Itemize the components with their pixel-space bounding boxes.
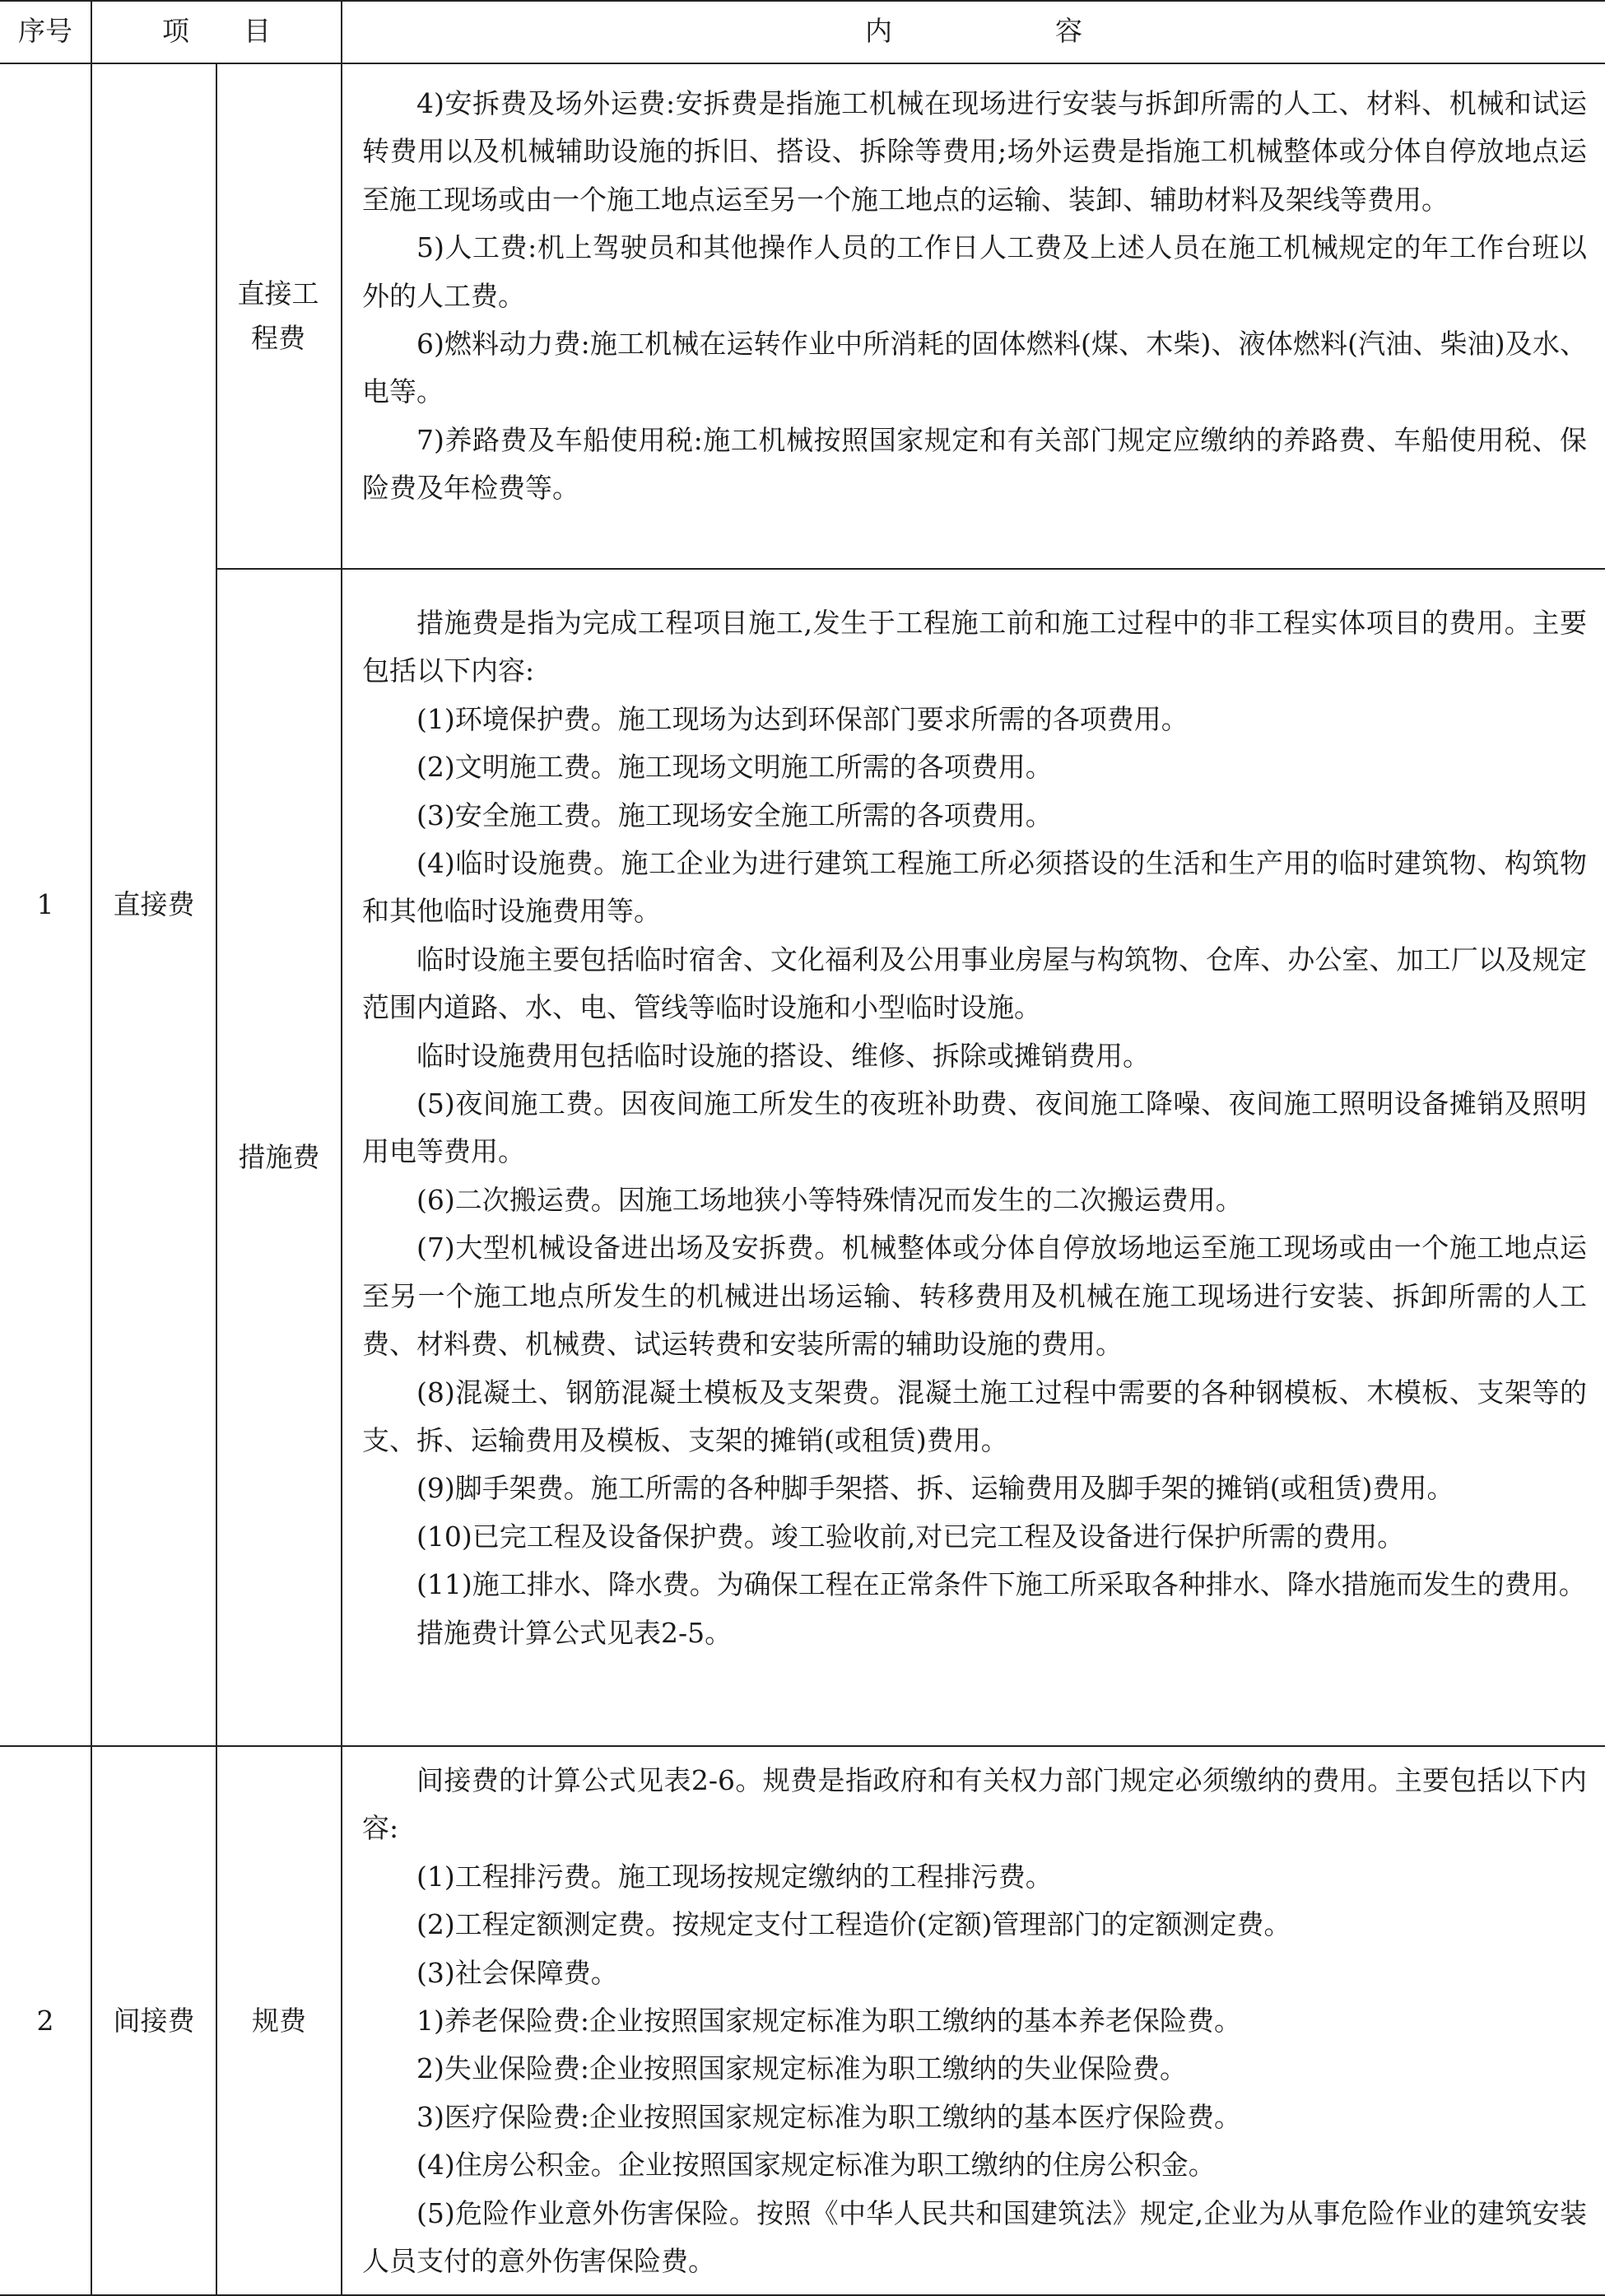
paragraph: (1)环境保护费。施工现场为达到环保部门要求所需的各项费用。	[416, 702, 1189, 735]
paragraph: (2)工程定额测定费。按规定支付工程造价(定额)管理部门的定额测定费。	[416, 1908, 1291, 1941]
header-content: 内 容	[865, 15, 1082, 47]
paragraph: 7)养路费及车船使用税:施工机械按照国家规定和有关部门规定应缴纳的养路费、车船使用税、保险费及年检费等。	[362, 423, 1587, 505]
paragraph: (5)危险作业意外伤害保险。按照《中华人民共和国建筑法》规定,企业为从事危险作业的建筑安装人员支付的意外伤害保险费。	[362, 2196, 1587, 2278]
row-2-sub-1-name: 规费	[252, 2004, 306, 2037]
row-1-sub-1-content	[362, 80, 1587, 513]
rule-sub-divider	[216, 568, 1605, 570]
row-1-category: 直接费	[113, 888, 195, 920]
header-item: 项 目	[162, 15, 271, 47]
paragraph: 4)安拆费及场外运费:安拆费是指施工机械在现场进行安装与拆卸所需的人工、材料、机械和试运转费用以及机械辅助设施的拆旧、搭设、拆除等费用;场外运费是指施工机械整体或分体自停放地点运至施工现场或由一个施工地点运至另一个施工地点的运输、装卸、辅助材料及架线等费用。	[362, 87, 1587, 216]
paragraph: (5)夜间施工费。因夜间施工所发生的夜班补助费、夜间施工降噪、夜间施工照明设备摊销及照明用电等费用。	[362, 1087, 1587, 1168]
row-1-seq: 1	[36, 888, 54, 920]
header-seq: 序号	[18, 15, 72, 47]
paragraph: 3)医疗保险费:企业按照国家规定标准为职工缴纳的基本医疗保险费。	[416, 2100, 1241, 2133]
paragraph: 6)燃料动力费:施工机械在运转作业中所消耗的固体燃料(煤、木柴)、液体燃料(汽油、柴油)及水、电等。	[362, 328, 1587, 408]
paragraph: (1)工程排污费。施工现场按规定缴纳的工程排污费。	[416, 1860, 1053, 1893]
paragraph: (6)二次搬运费。因施工场地狭小等特殊情况而发生的二次搬运费用。	[416, 1183, 1243, 1216]
paragraph: 1)养老保险费:企业按照国家规定标准为职工缴纳的基本养老保险费。	[416, 2005, 1241, 2038]
paragraph: (4)临时设施费。施工企业为进行建筑工程施工所必须搭设的生活和生产用的临时建筑物、构筑物和其他临时设施费用等。	[362, 847, 1587, 928]
paragraph: 措施费是指为完成工程项目施工,发生于工程施工前和施工过程中的非工程实体项目的费用。主要包括以下内容:	[362, 607, 1587, 687]
paragraph: 5)人工费:机上驾驶员和其他操作人员的工作日人工费及上述人员在施工机械规定的年工作台班以外的人工费。	[362, 231, 1587, 312]
paragraph: (4)住房公积金。企业按照国家规定标准为职工缴纳的住房公积金。	[416, 2149, 1216, 2182]
row-1-sub-1-name: 直接工程费	[237, 277, 319, 354]
paragraph: (9)脚手架费。施工所需的各种脚手架搭、拆、运输费用及脚手架的摊销(或租赁)费用。	[416, 1472, 1454, 1505]
paragraph: (11)施工排水、降水费。为确保工程在正常条件下施工所采取各种排水、降水措施而发生的费用。	[416, 1568, 1586, 1601]
paragraph: (3)安全施工费。施工现场安全施工所需的各项费用。	[416, 799, 1053, 831]
rule-col-3	[341, 0, 342, 2296]
paragraph: 措施费计算公式见表2-5。	[416, 1616, 733, 1649]
row-1-sub-2-name: 措施费	[238, 1141, 320, 1173]
row-2-sub-1-content	[362, 1757, 1587, 2285]
paragraph: 临时设施费用包括临时设施的搭设、维修、拆除或摊销费用。	[416, 1039, 1150, 1072]
row-2-seq: 2	[36, 2004, 54, 2037]
paragraph: (2)文明施工费。施工现场文明施工所需的各项费用。	[416, 751, 1053, 784]
row-2-category: 间接费	[113, 2004, 195, 2037]
paragraph: (7)大型机械设备进出场及安拆费。机械整体或分体自停放场地运至施工现场或由一个施工地点运至另一个施工地点所发生的机械进出场运输、转移费用及机械在施工现场进行安装、拆卸所需的人工费、材料费、机械费、试运转费和安装所需的辅助设施的费用。	[362, 1232, 1587, 1361]
paragraph: 临时设施主要包括临时宿舍、文化福利及公用事业房屋与构筑物、仓库、办公室、加工厂以及规定范围内道路、水、电、管线等临时设施和小型临时设施。	[362, 943, 1587, 1024]
paragraph: (8)混凝土、钢筋混凝土模板及支架费。混凝土施工过程中需要的各种钢模板、木模板、支架等的支、拆、运输费用及模板、支架的摊销(或租赁)费用。	[362, 1376, 1587, 1456]
paragraph: 间接费的计算公式见表2-6。规费是指政府和有关权力部门规定必须缴纳的费用。主要包括以下内容:	[362, 1764, 1587, 1845]
paragraph: (10)已完工程及设备保护费。竣工验收前,对已完工程及设备进行保护所需的费用。	[416, 1520, 1405, 1553]
row-1-sub-2-content	[362, 599, 1587, 1657]
paragraph: (3)社会保障费。	[416, 1956, 618, 1989]
paragraph: 2)失业保险费:企业按照国家规定标准为职工缴纳的失业保险费。	[416, 2052, 1187, 2085]
